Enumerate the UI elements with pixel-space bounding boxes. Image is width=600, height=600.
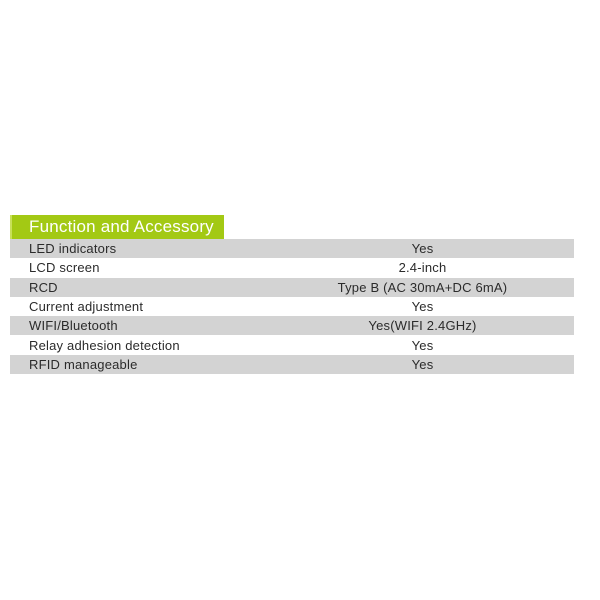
spec-label: LCD screen: [29, 260, 100, 276]
table-row: [10, 355, 574, 374]
spec-label: WIFI/Bluetooth: [29, 318, 118, 334]
table-row: [10, 297, 574, 316]
spec-section: [10, 215, 574, 374]
spec-label: Current adjustment: [29, 299, 144, 315]
spec-value: Yes(WIFI 2.4GHz): [368, 318, 477, 334]
spec-value: Type B (AC 30mA+DC 6mA): [337, 279, 508, 295]
spec-value: Yes: [411, 241, 434, 257]
spec-label: Relay adhesion detection: [29, 337, 180, 353]
spec-label: LED indicators: [29, 241, 117, 257]
spec-value: 2.4-inch: [398, 260, 447, 276]
spec-value: Yes: [411, 299, 434, 315]
table-row: [10, 316, 574, 335]
table-row: [10, 239, 574, 258]
table-row: [10, 258, 574, 277]
section-title: Function and Accessory: [10, 215, 224, 239]
spec-value: Yes: [411, 337, 434, 353]
table-row: [10, 335, 574, 354]
spec-label: RFID manageable: [29, 356, 138, 372]
spec-table: [10, 239, 574, 374]
table-row: [10, 278, 574, 297]
spec-label: RCD: [29, 279, 58, 295]
spec-value: Yes: [411, 356, 434, 372]
